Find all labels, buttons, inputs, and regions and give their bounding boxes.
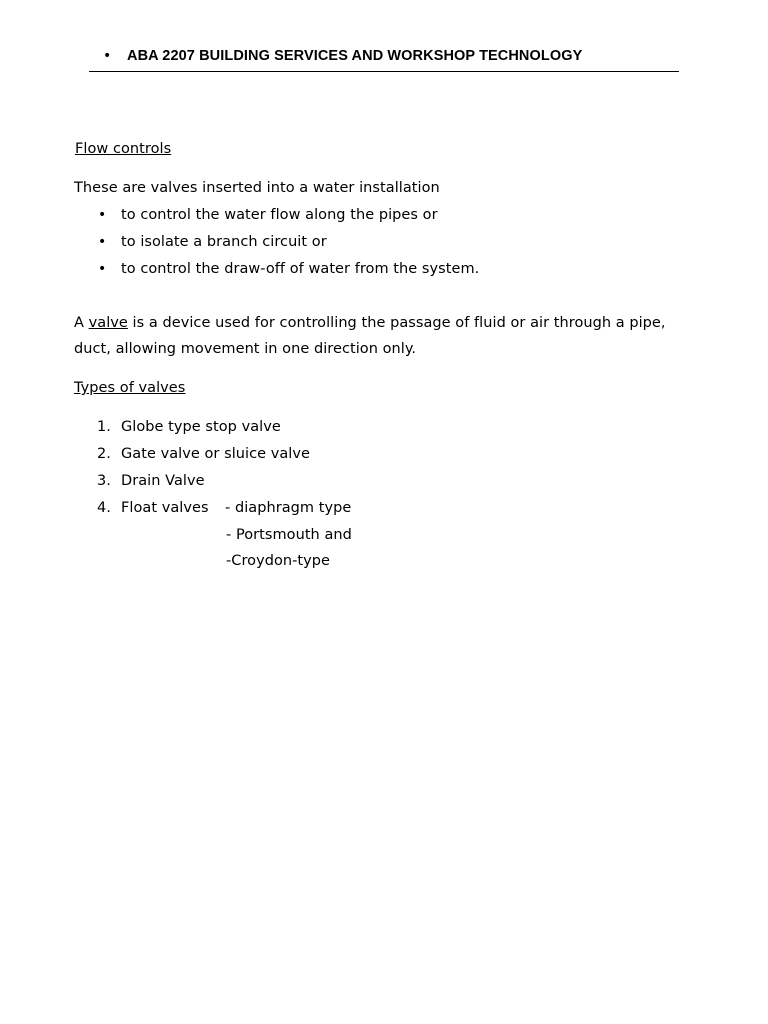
list-number: 4. [97, 500, 111, 516]
course-title: ABA 2207 BUILDING SERVICES AND WORKSHOP TECHNOLOGY [127, 48, 583, 64]
valve-type-item: Float valves [121, 500, 209, 516]
valve-type-item: Drain Valve [121, 473, 205, 489]
flow-controls-heading: Flow controls [75, 141, 172, 157]
flow-bullet-item: to control the water flow along the pipes or [121, 207, 438, 223]
float-subtype: -Croydon-type [226, 553, 330, 569]
flow-controls-intro: These are valves inserted into a water installation [74, 180, 440, 196]
valve-definition-line1 [74, 313, 666, 333]
flow-bullet-item: to control the draw-off of water from the system. [121, 261, 480, 277]
valve-type-item: Globe type stop valve [121, 419, 281, 435]
list-number: 1. [97, 419, 111, 435]
list-number: 2. [97, 446, 111, 462]
valve-definition-line2: duct, allowing movement in one direction only. [74, 341, 417, 357]
bullet-marker: • [98, 261, 107, 277]
list-number: 3. [97, 473, 111, 489]
page-header [89, 44, 679, 72]
valve-term: valve [88, 315, 128, 331]
float-subtype: - diaphragm type [225, 500, 352, 516]
header-bullet: • [103, 48, 112, 64]
flow-bullet-item: to isolate a branch circuit or [121, 234, 327, 250]
valve-type-item: Gate valve or sluice valve [121, 446, 310, 462]
float-subtype: - Portsmouth and [226, 527, 352, 543]
valve-def-rest: is a device used for controlling the passage of fluid or air through a pipe, [127, 315, 666, 331]
valve-def-prefix: A [74, 315, 89, 331]
bullet-marker: • [98, 234, 107, 250]
bullet-marker: • [98, 207, 107, 223]
types-heading: Types of valves [74, 380, 186, 396]
